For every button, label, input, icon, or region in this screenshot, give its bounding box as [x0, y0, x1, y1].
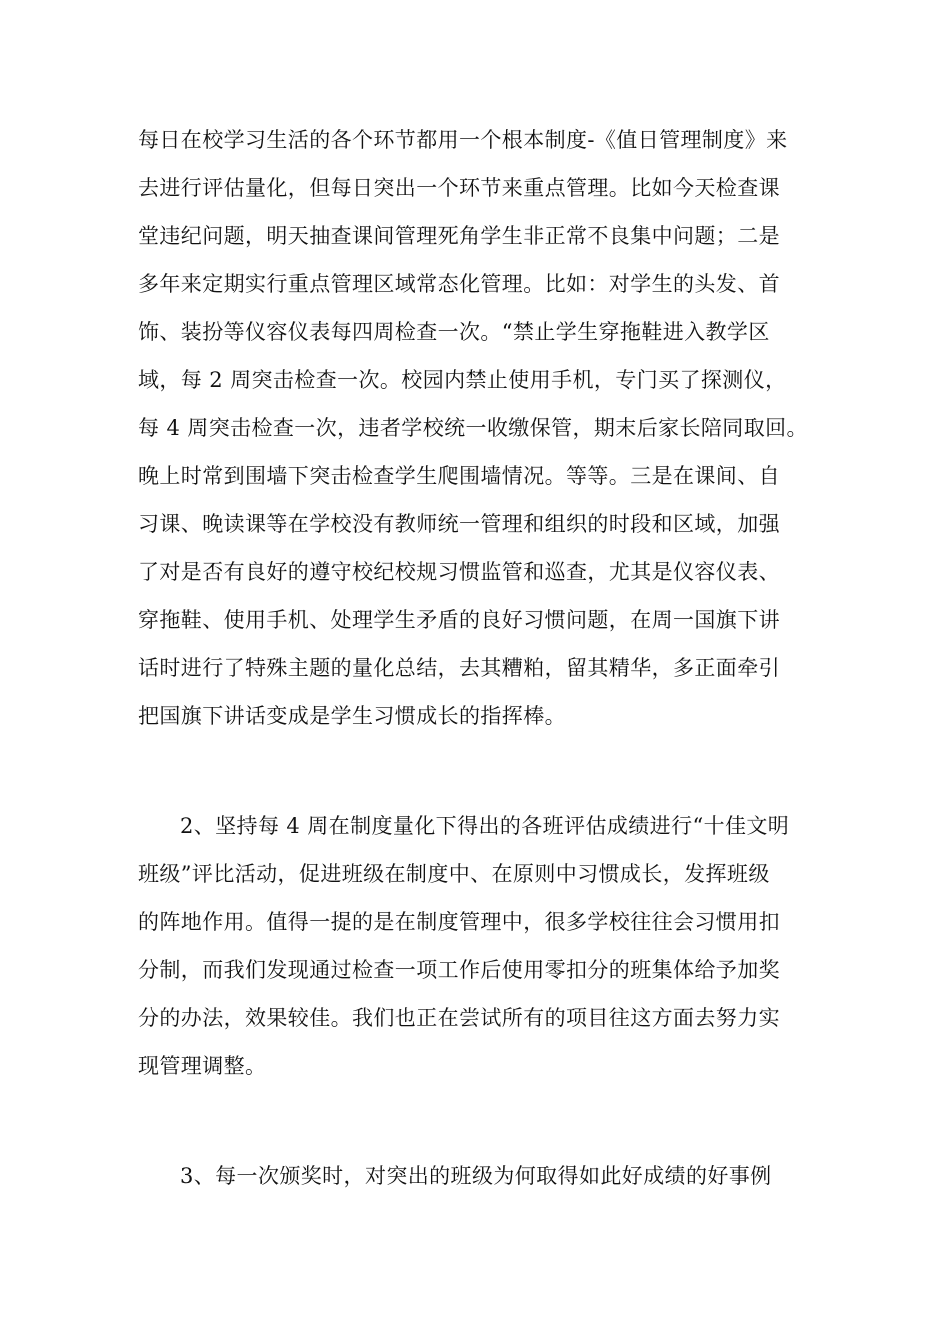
text-line: 每 4 周突击检查一次，违者学校统一收缴保管，期末后家长陪同取回。	[138, 416, 808, 440]
text-line: 的阵地作用。值得一提的是在制度管理中，很多学校往往会习惯用扣	[138, 910, 780, 934]
text-line: 话时进行了特殊主题的量化总结，去其糟粕，留其精华，多正面牵引	[138, 656, 780, 680]
text-line: 3、每一次颁奖时，对突出的班级为何取得如此好成绩的好事例	[180, 1164, 772, 1188]
text-line: 了对是否有良好的遵守校纪校规习惯监管和巡查，尤其是仪容仪表、	[138, 560, 780, 584]
text-line: 域，每 2 周突击检查一次。校园内禁止使用手机，专门买了探测仪，	[138, 368, 787, 392]
text-line: 现管理调整。	[138, 1054, 267, 1078]
text-line: 去进行评估量化，但每日突出一个环节来重点管理。比如今天检查课	[138, 176, 780, 200]
text-line: 把国旗下讲话变成是学生习惯成长的指挥棒。	[138, 704, 566, 728]
text-line: 多年来定期实行重点管理区域常态化管理。比如：对学生的头发、首	[138, 272, 780, 296]
text-line: 分制，而我们发现通过检查一项工作后使用零扣分的班集体给予加奖	[138, 958, 780, 982]
text-line: 晚上时常到围墙下突击检查学生爬围墙情况。等等。三是在课间、自	[138, 464, 780, 488]
text-line: 习课、晚读课等在学校没有教师统一管理和组织的时段和区域，加强	[138, 512, 780, 536]
text-line: 穿拖鞋、使用手机、处理学生矛盾的良好习惯问题，在周一国旗下讲	[138, 608, 780, 632]
text-line: 每日在校学习生活的各个环节都用一个根本制度-《值日管理制度》来	[138, 128, 788, 152]
text-line: 分的办法，效果较佳。我们也正在尝试所有的项目往这方面去努力实	[138, 1006, 780, 1030]
text-line: 堂违纪问题，明天抽查课间管理死角学生非正常不良集中问题；二是	[138, 224, 780, 248]
text-line: 饰、装扮等仪容仪表每四周检查一次。“禁止学生穿拖鞋进入教学区	[138, 320, 770, 344]
text-line: 2、坚持每 4 周在制度量化下得出的各班评估成绩进行“十佳文明	[180, 814, 790, 838]
text-line: 班级”评比活动，促进班级在制度中、在原则中习惯成长，发挥班级	[138, 862, 770, 886]
